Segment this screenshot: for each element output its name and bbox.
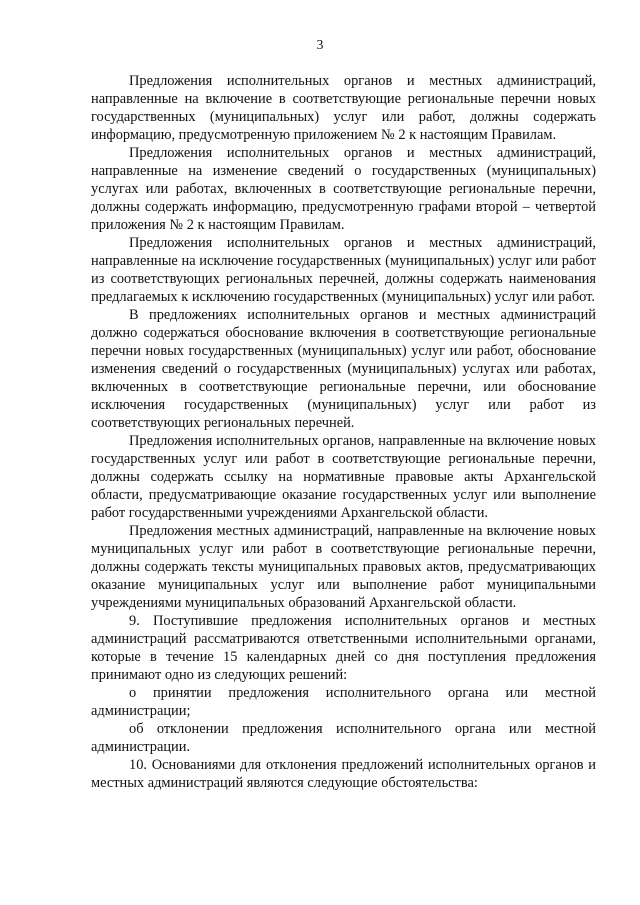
paragraph: 9. Поступившие предложения исполнительных органов и местных администраций рассматриваются ответственными исполнительными органами, которые в течение 15 календарных дней со дня поступления предложения принимают одно из следующих решений: xyxy=(91,613,596,683)
paragraph: Предложения исполнительных органов и местных администраций, направленные на изменение сведений о государственных (муниципальных) услугах или работах, включенных в соответствующие региональные перечни, должны содержать информацию, предусмотренную графами второй – четвертой приложения № 2 к настоящим Правилам. xyxy=(91,145,596,233)
paragraph: об отклонении предложения исполнительного органа или местной администрации. xyxy=(91,721,596,755)
paragraph: Предложения исполнительных органов и местных администраций, направленные на исключение государственных (муниципальных) услуг или работ из соответствующих региональных перечней, должны содержать наименования предлагаемых к исключению государственных (муниципальных) услуг или работ. xyxy=(91,235,596,305)
paragraph: Предложения исполнительных органов и местных администраций, направленные на включение в соответствующие региональные перечни новых государственных (муниципальных) услуг или работ, должны содержать информацию, предусмотренную приложением № 2 к настоящим Правилам. xyxy=(91,73,596,143)
paragraph: Предложения местных администраций, направленные на включение новых муниципальных услуг или работ в соответствующие региональные перечни, должны содержать тексты муниципальных правовых актов, предусматривающих оказание муниципальных услуг или выполнение работ муниципальными учреждениями муниципальных образований Архангельской области. xyxy=(91,523,596,611)
page-number: 3 xyxy=(316,37,324,52)
paragraph: В предложениях исполнительных органов и местных администраций должно содержаться обоснование включения в соответствующие региональные перечни новых государственных (муниципальных) услуг или работ, обоснование изменения сведений о государственных (муниципальных) услугах или работах, включенных в соответствующие региональные перечни, или обоснование исключения государственных (муниципальных) услуг или работ из соответствующих региональных перечней. xyxy=(91,307,596,431)
paragraph: о принятии предложения исполнительного органа или местной администрации; xyxy=(91,685,596,719)
paragraph: 10. Основаниями для отклонения предложений исполнительных органов и местных администраций являются следующие обстоятельства: xyxy=(91,757,596,791)
paragraph: Предложения исполнительных органов, направленные на включение новых государственных услуг или работ в соответствующие региональные перечни, должны содержать ссылку на нормативные правовые акты Архангельской области, предусматривающие оказание государственных услуг или выполнение работ государственными учреждениями Архангельской области. xyxy=(91,433,596,521)
document-body xyxy=(91,72,596,792)
